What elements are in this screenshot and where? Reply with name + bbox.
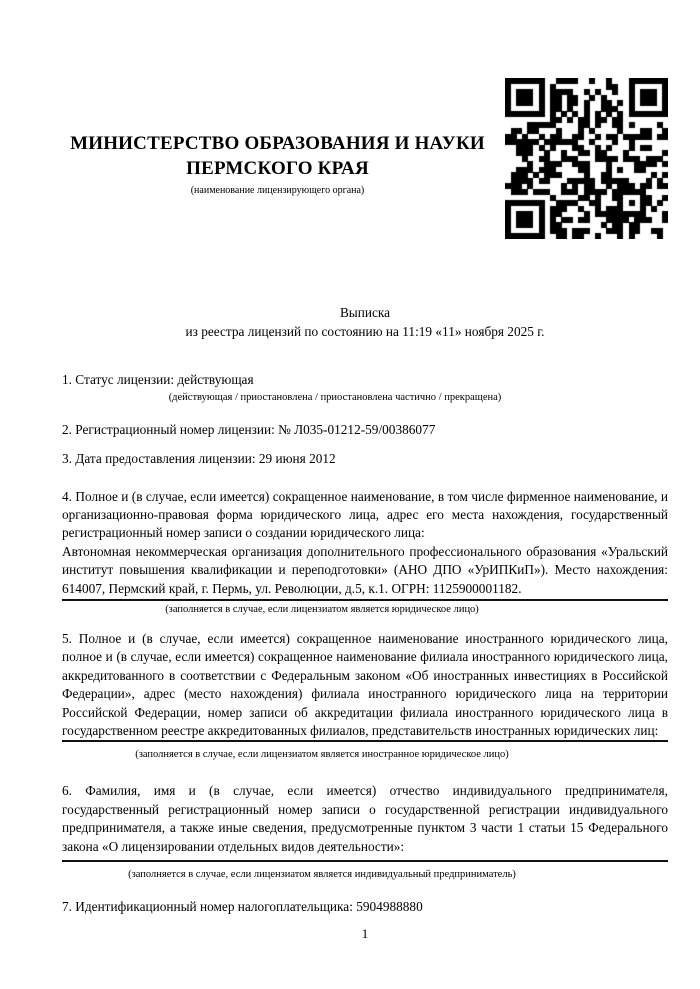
ministry-name: [62, 131, 493, 181]
ministry-name-line2: ПЕРМСКОГО КРАЯ: [186, 158, 369, 179]
item-taxpayer-number: 7. Идентификационный номер налогоплательщика: 5904988880: [62, 899, 423, 914]
qr-code-icon: [505, 78, 668, 239]
document-body: [62, 304, 668, 917]
item-entrepreneur-label: 6. Фамилия, имя и (в случае, если имеется) отчество индивидуального предпринимателя, государственный регистрационный номер записи о государственной регистрации индивидуального предпринимателя, а также иные сведения, предусмотренные пунктом 3 части 1 статьи 15 Федерального закона «О лицензировании отдельных видов деятельности»:: [62, 783, 668, 854]
item-grant-date: 3. Дата предоставления лицензии: 29 июня 2012: [62, 451, 336, 466]
item-registration-number: 2. Регистрационный номер лицензии: № Л035-01212-59/00386077: [62, 421, 436, 437]
item-license-status: 1. Статус лицензии: действующая: [62, 372, 254, 387]
document-subtitle: из реестра лицензий по состоянию на 11:19 «11» ноября 2025 г.: [185, 323, 545, 339]
item-foreign-entity-caption: (заполняется в случае, если лицензиатом является иностранное юридическое лицо): [135, 749, 509, 761]
item-legal-entity-caption: (заполняется в случае, если лицензиатом является юридическое лицо): [165, 603, 479, 615]
item-legal-entity-value: Автономная некоммерческая организация дополнительного профессионального образования «Уральский институт повышения квалификации и переподготовки» (АНО ДПО «УрИПКиП»). Место нахождения: 614007, Пермский край, г. Пермь, ул. Революции, д.5, к.1. ОГРН: 1125900001182.: [62, 543, 668, 601]
fill-in-line: [62, 860, 668, 862]
licensing-authority-block: [62, 131, 493, 197]
fill-in-line: [62, 740, 668, 742]
ministry-name-line1: МИНИСТЕРСТВО ОБРАЗОВАНИЯ И НАУКИ: [70, 133, 485, 154]
item-foreign-entity-label: 5. Полное и (в случае, если имеется) сокращенное наименование иностранного юридического лица, полное и (в случае, если имеется) сокращенное наименование филиала иностранного юридического лица, аккредитованного в соответствии с Федеральным законом «Об иностранных инвестициях в Российской Федерации», адрес (место нахождения) филиала иностранного юридического лица на территории Российской Федерации, номер записи об аккредитации филиала иностранного юридического лица в государственном реестре аккредитованных филиалов, представительств иностранных юридических лиц:: [62, 630, 668, 738]
document-title: Выписка: [339, 305, 391, 320]
page-number: 1: [361, 926, 369, 941]
item-legal-entity-label: 4. Полное и (в случае, если имеется) сокращенное наименование, в том числе фирменное наименование, и организационно-правовая форма юридического лица, адрес его места нахождения, государственный регистрационный номер записи о создании юридического лица:: [62, 488, 668, 541]
item-entrepreneur-caption: (заполняется в случае, если лицензиатом является индивидуальный предприниматель): [128, 869, 516, 880]
ministry-caption: (наименование лицензирующего органа): [190, 185, 365, 196]
item-license-status-caption: (действующая / приостановлена / приостановлена частично / прекращена): [168, 391, 502, 403]
